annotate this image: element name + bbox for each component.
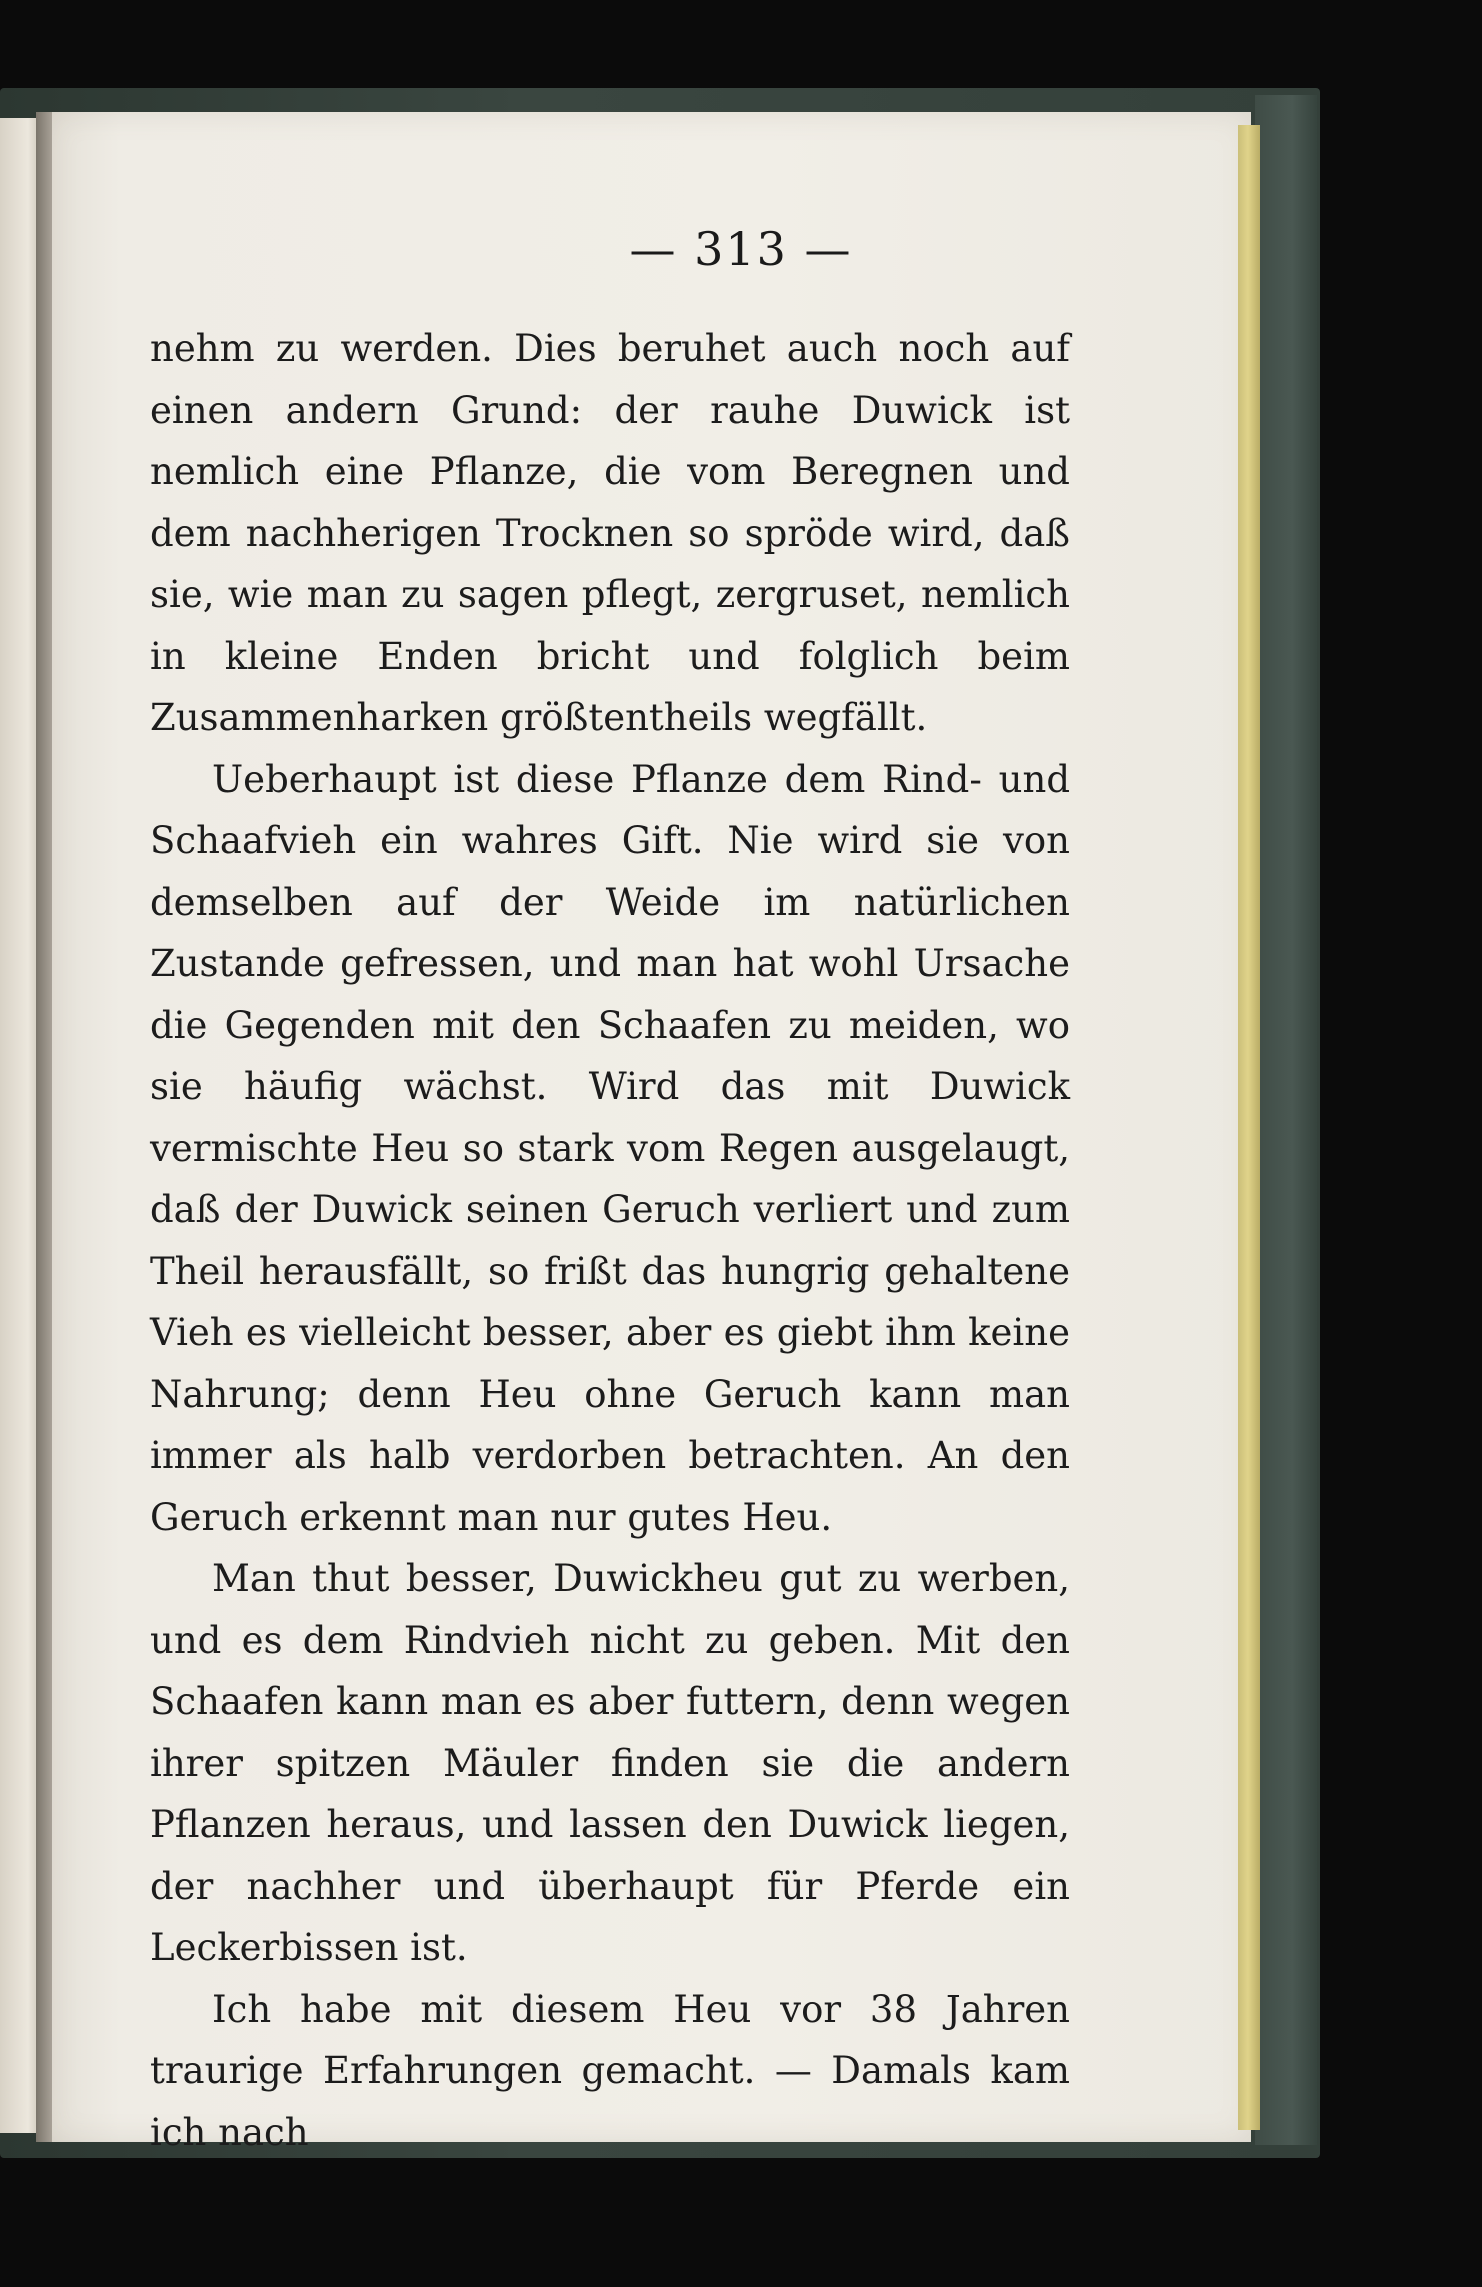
paragraph-2: Ueberhaupt ist diese Pflanze dem Rind- und Schaafvieh ein wahres Gift. Nie wird sie von demselben auf der Weide im natürlichen Zustande gefressen, und man hat wohl Ursache die Gegenden mit den Schaafen zu meiden, wo sie häufig wächst. Wird das mit Duwick vermischte Heu so stark vom Regen ausgelaugt, daß der Duwick seinen Geruch verliert und zum Theil herausfällt, so frißt das hungrig gehaltene Vieh es vielleicht besser, aber es giebt ihm keine Nahrung; denn Heu ohne Geruch kann man immer als halb verdorben betrachten. An den Geruch erkennt man nur gutes Heu. (150, 757, 1070, 1539)
facing-page-edge (0, 118, 40, 2133)
page-gutter (36, 112, 52, 2142)
paragraph-4: Ich habe mit diesem Heu vor 38 Jahren traurige Erfahrungen gemacht. — Damals kam ich nach (150, 1987, 1070, 2154)
paragraph-3: Man thut besser, Duwickheu gut zu werben, und es dem Rindvieh nicht zu geben. Mit den Schaafen kann man es aber futtern, denn wegen ihrer spitzen Mäuler finden sie die andern Pflanzen heraus, und lassen den Duwick liegen, der nachher und überhaupt für Pferde ein Leckerbissen ist. (150, 1557, 1070, 1969)
paragraph-1: nehm zu werden. Dies beruhet auch noch auf einen andern Grund: der rauhe Duwick ist nemlich eine Pflanze, die vom Beregnen und dem nachherigen Trocknen so spröde wird, daß sie, wie man zu sagen pflegt, zergruset, nemlich in kleine Enden bricht und folglich beim Zusammenharken größtentheils wegfällt. (150, 327, 1070, 739)
book-cover-edge (1255, 95, 1317, 2145)
page-number: — 313 — (629, 222, 853, 276)
page-body-text (150, 318, 1070, 2163)
gilt-page-edge (1238, 125, 1260, 2130)
